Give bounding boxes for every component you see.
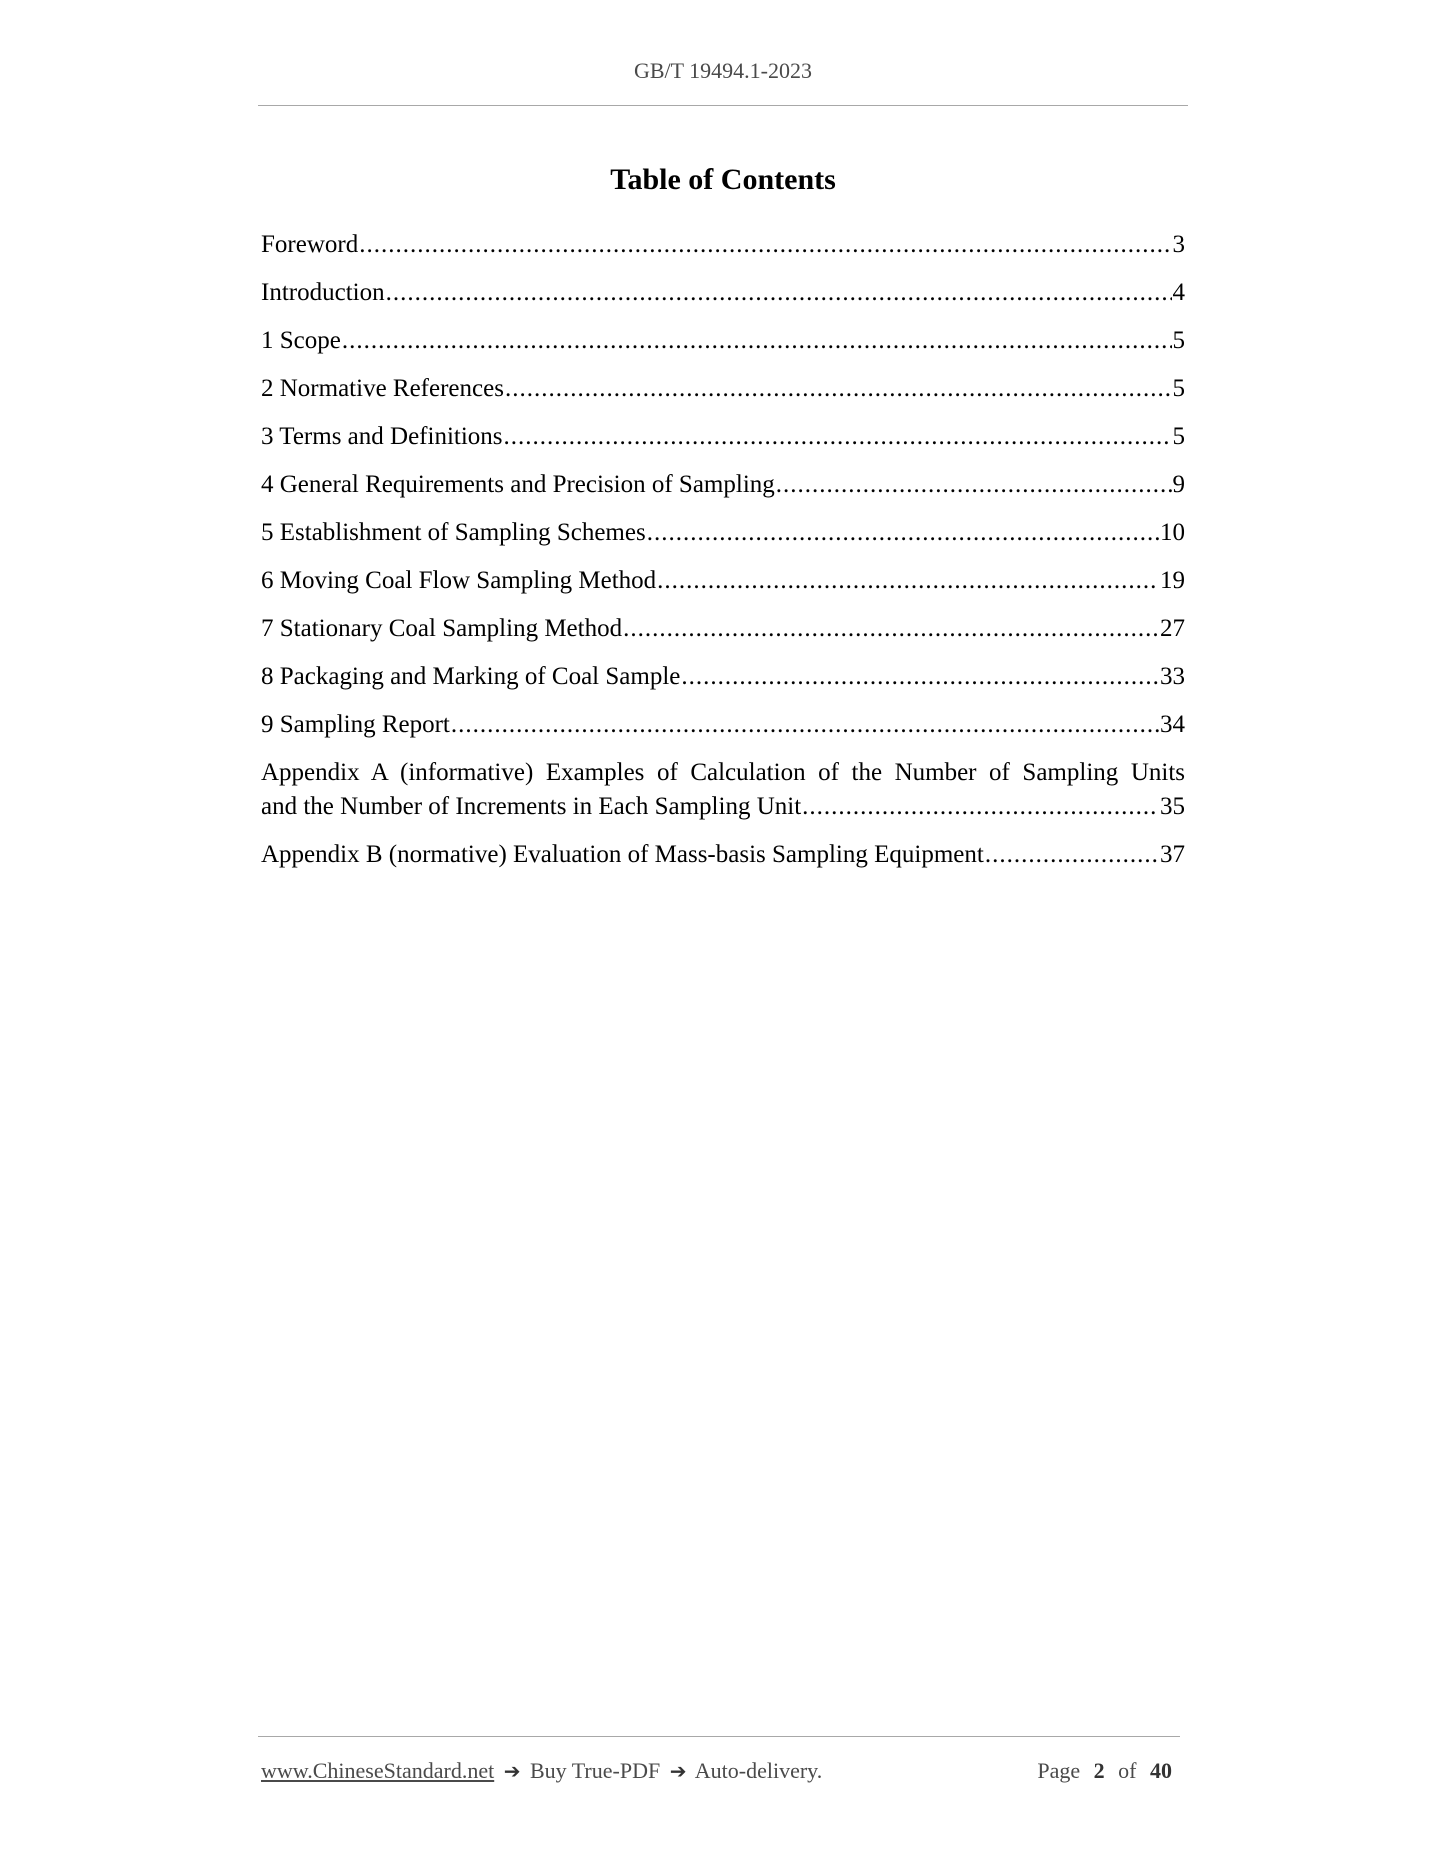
- toc-entry-label: 8 Packaging and Marking of Coal Sample: [261, 663, 681, 690]
- toc-entry-page: 33: [1160, 663, 1185, 690]
- toc-entry-general-requirements[interactable]: [261, 468, 1185, 502]
- delivery-text: Auto-delivery.: [694, 1758, 823, 1783]
- toc-entry-sampling-report[interactable]: [261, 708, 1185, 742]
- dot-leader: [776, 468, 1172, 502]
- toc-entry-page: 4: [1172, 279, 1185, 306]
- toc-entry-page: 37: [1160, 841, 1185, 868]
- toc-entry-label-line1: Appendix A (informative) Examples of Calculation of the Number of Sampling Units: [261, 759, 1185, 786]
- toc-entry-label: 9 Sampling Report: [261, 711, 450, 738]
- toc-title: Table of Contents: [610, 163, 836, 196]
- toc-entry-appendix-b[interactable]: [261, 838, 1185, 872]
- toc-entry-appendix-a[interactable]: [261, 756, 1185, 824]
- toc-entry-label: Foreword: [261, 231, 359, 258]
- toc-entry-label: 6 Moving Coal Flow Sampling Method: [261, 567, 657, 594]
- toc-entry-sampling-schemes[interactable]: [261, 516, 1185, 550]
- dot-leader: [647, 516, 1159, 550]
- toc-entry-page: 5: [1172, 423, 1185, 450]
- toc-entry-page: 27: [1160, 615, 1185, 642]
- page-header: GB/T 19494.1-2023: [633, 58, 813, 83]
- toc-entry-page: 3: [1172, 231, 1185, 258]
- table-of-contents: [261, 228, 1185, 886]
- toc-entry-scope[interactable]: [261, 324, 1185, 358]
- toc-entry-label-line2: and the Number of Increments in Each Sampling Unit: [261, 793, 802, 820]
- toc-entry-label: 1 Scope: [261, 327, 341, 354]
- dot-leader: [657, 564, 1159, 598]
- footer-promo: [261, 1758, 822, 1784]
- toc-entry-terms-and-definitions[interactable]: [261, 420, 1185, 454]
- toc-entry-page: 34: [1160, 711, 1185, 738]
- toc-entry-page: 19: [1160, 567, 1185, 594]
- toc-entry-page: 5: [1172, 327, 1185, 354]
- toc-entry-moving-coal-flow[interactable]: [261, 564, 1185, 598]
- dot-leader: [342, 324, 1172, 358]
- footer-divider: [258, 1736, 1180, 1737]
- toc-entry-page: 5: [1172, 375, 1185, 402]
- dot-leader: [505, 372, 1172, 406]
- toc-entry-label: 4 General Requirements and Precision of Sampling: [261, 471, 775, 498]
- toc-entry-label: 2 Normative References: [261, 375, 504, 402]
- toc-entry-label: 3 Terms and Definitions: [261, 423, 503, 450]
- right-arrow-icon: ➔: [503, 1759, 521, 1783]
- dot-leader: [504, 420, 1172, 454]
- dot-leader: [985, 838, 1159, 872]
- toc-entry-introduction[interactable]: [261, 276, 1185, 310]
- page-word: Page: [1037, 1758, 1081, 1783]
- toc-entry-label: 5 Establishment of Sampling Schemes: [261, 519, 646, 546]
- right-arrow-icon: ➔: [669, 1759, 687, 1783]
- toc-entry-label: Introduction: [261, 279, 385, 306]
- dot-leader: [802, 790, 1159, 824]
- toc-entry-last-line: [261, 790, 1185, 824]
- dot-leader: [451, 708, 1159, 742]
- buy-text: Buy True-PDF: [529, 1758, 661, 1783]
- page-indicator: [1037, 1758, 1180, 1784]
- current-page-number: 2: [1093, 1758, 1105, 1783]
- total-pages-number: 40: [1150, 1758, 1172, 1783]
- toc-entry-normative-references[interactable]: [261, 372, 1185, 406]
- dot-leader: [681, 660, 1159, 694]
- page-footer: [261, 1758, 1180, 1784]
- toc-entry-page: 9: [1172, 471, 1185, 498]
- toc-entry-foreword[interactable]: [261, 228, 1185, 262]
- dot-leader: [623, 612, 1159, 646]
- toc-entry-page: 35: [1160, 793, 1185, 820]
- dot-leader: [386, 276, 1172, 310]
- header-divider: [258, 105, 1188, 106]
- toc-entry-stationary-coal[interactable]: [261, 612, 1185, 646]
- of-word: of: [1118, 1758, 1137, 1783]
- dot-leader: [359, 228, 1171, 262]
- toc-entry-label: Appendix B (normative) Evaluation of Mass-basis Sampling Equipment: [261, 841, 984, 868]
- toc-entry-label: 7 Stationary Coal Sampling Method: [261, 615, 623, 642]
- toc-entry-page: 10: [1160, 519, 1185, 546]
- toc-entry-packaging-and-marking[interactable]: [261, 660, 1185, 694]
- site-link[interactable]: www.ChineseStandard.net: [261, 1758, 495, 1783]
